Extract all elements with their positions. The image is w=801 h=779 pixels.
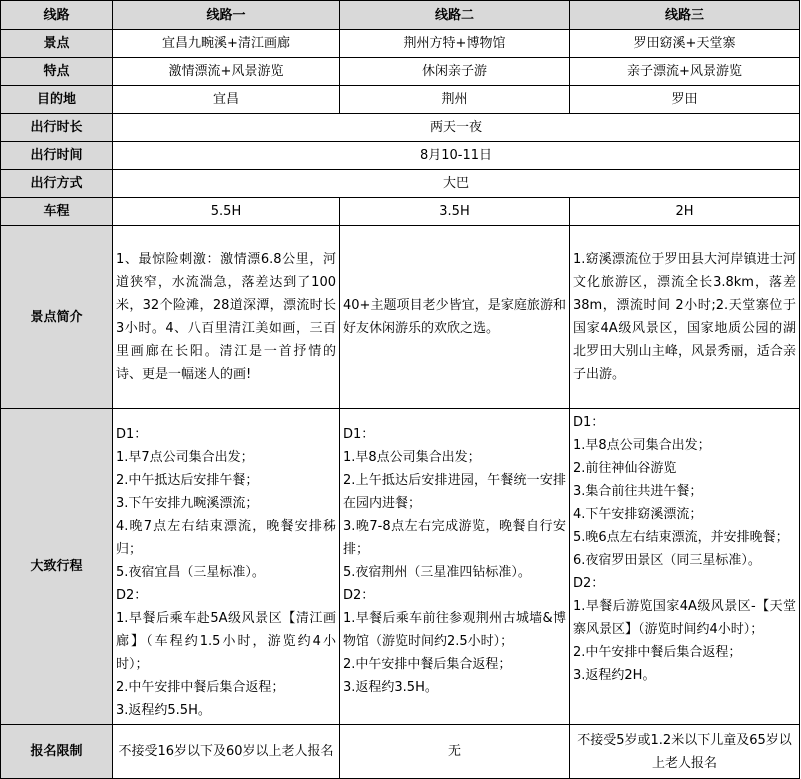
itinerary-route-2 [340,409,570,725]
itinerary-line: 4.晚7点左右结束漂流，晚餐安排秭归； [116,519,336,557]
itinerary-line: 5.晚6点左右结束漂流，并安排晚餐； [573,530,789,545]
itinerary-line: D1： [573,415,605,430]
itinerary-line: 3.返程约2H。 [573,668,656,683]
itinerary-line: 1.早餐后乘车前往参观荆州古城墙&博物馆（游览时间约2.5小时）； [343,611,566,649]
drive-route-1: 5.5H [113,198,340,226]
intro-route-3: 1.窈溪漂流位于罗田县大河岸镇进士河文化旅游区，漂流全长3.8km，落差38m，漂流时间 2小时;2.天堂寨位于国家4A级风景区，国家地质公园的湖北罗田大别山主峰，风景秀丽，适合亲子出游。 [570,226,800,409]
itinerary-line: 5.夜宿宜昌（三星标准）。 [116,565,265,580]
itinerary-line: D2： [116,588,148,603]
transport-label: 出行方式 [1,170,113,198]
transport-row [1,170,800,198]
itinerary-line: 2.中午抵达后安排午餐； [116,473,259,488]
itinerary-line: 1.早餐后游览国家4A级风景区-【天堂寨风景区】（游览时间约4小时）； [573,599,796,637]
itinerary-line: 2.前往神仙谷游览 [573,461,677,476]
itinerary-route-3 [570,409,800,725]
itinerary-line: 3.集合前往共进午餐； [573,484,703,499]
drive-row [1,198,800,226]
restriction-route-2: 无 [340,725,570,779]
date-row [1,142,800,170]
itinerary-line: 3.返程约3.5H。 [343,680,438,695]
itinerary-line: 6.夜宿罗田景区（同三星标准）。 [573,553,761,568]
itinerary-line: 1.早8点公司集合出发； [343,450,481,465]
itinerary-line: 2.上午抵达后安排进园，午餐统一安排在园内进餐； [343,473,566,511]
route-3-header: 线路三 [570,1,800,30]
spots-row [1,30,800,58]
spots-route-3: 罗田窈溪+天堂寨 [570,30,800,58]
features-row [1,58,800,86]
duration-value: 两天一夜 [113,114,800,142]
spots-route-2: 荆州方特+博物馆 [340,30,570,58]
itinerary-line: D1： [116,427,148,442]
itinerary-line: D2： [573,576,605,591]
itinerary-line: 3.下午安排九畹溪漂流； [116,496,259,511]
itinerary-line: D1： [343,427,375,442]
itinerary-line: 3.返程约5.5H。 [116,703,211,718]
transport-value: 大巴 [113,170,800,198]
itinerary-row [1,409,800,725]
itinerary-line: 5.夜宿荆州（三星准四钻标准）。 [343,565,531,580]
itinerary-line: 1.早8点公司集合出发； [573,438,711,453]
route-2-header: 线路二 [340,1,570,30]
destination-route-2: 荆州 [340,86,570,114]
itinerary-line: 2.中午安排中餐后集合返程； [116,680,285,695]
duration-label: 出行时长 [1,114,113,142]
date-value: 8月10-11日 [113,142,800,170]
intro-row [1,226,800,409]
restriction-route-1: 不接受16岁以下及60岁以上老人报名 [113,725,340,779]
features-route-1: 激情漂流+风景游览 [113,58,340,86]
drive-route-2: 3.5H [340,198,570,226]
itinerary-line: 3.晚7-8点左右完成游览，晚餐自行安排； [343,519,566,557]
drive-route-3: 2H [570,198,800,226]
features-route-3: 亲子漂流+风景游览 [570,58,800,86]
destination-row [1,86,800,114]
spots-route-1: 宜昌九畹溪+清江画廊 [113,30,340,58]
itinerary-line: 4.下午安排窈溪漂流； [573,507,703,522]
drive-label: 车程 [1,198,113,226]
route-1-header: 线路一 [113,1,340,30]
header-row [1,1,800,30]
duration-row [1,114,800,142]
destination-label: 目的地 [1,86,113,114]
itinerary-label: 大致行程 [1,409,113,725]
itinerary-line: 2.中午安排中餐后集合返程； [573,645,742,660]
itinerary-line: 1.早7点公司集合出发； [116,450,254,465]
itinerary-line: 2.中午安排中餐后集合返程； [343,657,512,672]
header-label: 线路 [1,1,113,30]
itinerary-line: D2： [343,588,375,603]
features-route-2: 休闲亲子游 [340,58,570,86]
intro-route-1: 1、最惊险刺激：激情漂6.8公里，河道狭窄，水流湍急，落差达到了100米，32个险滩，28道深潭，漂流时长3小时。4、八百里清江美如画，三百里画廊在长阳。清江是一首抒情的诗、更是一幅迷人的画! [113,226,340,409]
spots-label: 景点 [1,30,113,58]
restriction-label: 报名限制 [1,725,113,779]
destination-route-3: 罗田 [570,86,800,114]
intro-label: 景点简介 [1,226,113,409]
restriction-row [1,725,800,779]
date-label: 出行时间 [1,142,113,170]
features-label: 特点 [1,58,113,86]
restriction-route-3: 不接受5岁或1.2米以下儿童及65岁以上老人报名 [570,725,800,779]
destination-route-1: 宜昌 [113,86,340,114]
intro-route-2: 40+主题项目老少皆宜，是家庭旅游和好友休闲游乐的欢欣之选。 [340,226,570,409]
itinerary-route-1 [113,409,340,725]
itinerary-line: 1.早餐后乘车赴5A级风景区【清江画廊】（车程约1.5小时，游览约4小时）； [116,611,336,672]
